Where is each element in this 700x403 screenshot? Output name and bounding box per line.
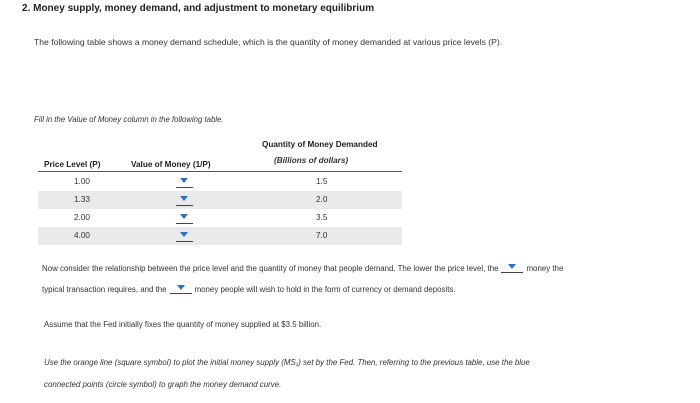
table-row [38,209,402,227]
instruction-text: Fill in the Value of Money column in the following table. [34,115,224,124]
quantity-cell: 7.0 [316,231,328,240]
relationship-text-4: money people will wish to hold in the form of currency or demand deposits. [194,285,456,294]
quantity-cell: 2.0 [316,195,328,204]
header-quantity: Quantity of Money Demanded [262,140,378,149]
assume-text: Assume that the Fed initially fixes the quantity of money supplied at $3.5 billion. [44,320,322,329]
chevron-down-icon [180,178,188,183]
money-held-dropdown[interactable] [170,283,192,294]
chevron-down-icon [180,232,188,237]
relationship-line-2 [42,283,456,294]
price-cell: 2.00 [74,213,90,222]
question-title: 2. Money supply, money demand, and adjustment to monetary equilibrium [22,3,375,14]
header-value-of-money: Value of Money (1/P) [131,160,211,169]
chevron-down-icon [177,285,185,290]
header-quantity-unit: (Billions of dollars) [274,156,349,165]
value-of-money-dropdown[interactable] [176,211,193,224]
price-cell: 4.00 [74,231,90,240]
value-of-money-dropdown[interactable] [176,175,193,188]
price-cell: 1.33 [74,195,90,204]
header-divider [38,171,402,172]
quantity-cell: 1.5 [316,177,328,186]
header-price-level: Price Level (P) [44,160,101,169]
money-required-dropdown[interactable] [501,262,523,273]
plot-instruction-line-1: Use the orange line (square symbol) to plot the initial money supply (MS₁) set by the Fed. Then, referring to the previous table, use the blue [44,358,530,367]
relationship-text-1: Now consider the relationship between the price level and the quantity of money that people demand. The lower the price level, the [42,264,499,273]
table-row [38,173,402,191]
price-cell: 1.00 [74,177,90,186]
chevron-down-icon [180,214,188,219]
plot-instruction-line-2: connected points (circle symbol) to graph the money demand curve. [44,380,282,389]
relationship-text-2: money the [526,264,564,273]
table-row [38,191,402,209]
value-of-money-dropdown[interactable] [176,229,193,242]
table-row [38,227,402,245]
relationship-text-3: typical transaction requires, and the [42,285,167,294]
value-of-money-dropdown[interactable] [176,193,193,206]
chevron-down-icon [508,264,516,269]
intro-text: The following table shows a money demand schedule, which is the quantity of money demanded at various price levels (P). [34,37,503,47]
chevron-down-icon [180,196,188,201]
relationship-line-1 [42,262,563,273]
quantity-cell: 3.5 [316,213,328,222]
